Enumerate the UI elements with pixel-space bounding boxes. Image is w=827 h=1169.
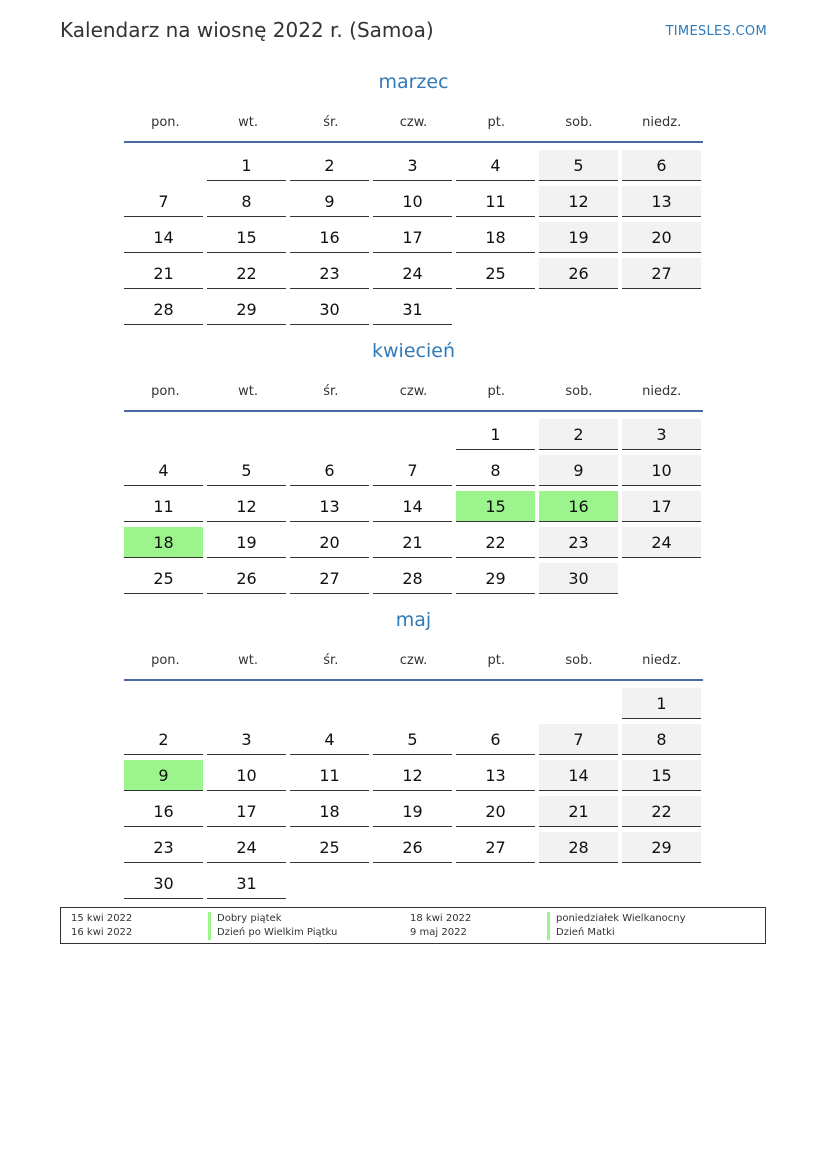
week-row (124, 524, 703, 560)
weekday-label: śr. (323, 383, 339, 399)
legend-name: Dzień Matki (547, 926, 615, 940)
day-cell[interactable]: 25 (290, 832, 369, 863)
empty-day-cell (207, 688, 286, 719)
weekday-label: niedz. (642, 652, 682, 668)
day-cell[interactable]: 23 (290, 258, 369, 289)
day-cell[interactable]: 16 (124, 796, 203, 827)
empty-day-cell (124, 688, 203, 719)
day-cell[interactable]: 24 (622, 527, 701, 558)
day-cell[interactable]: 18 (290, 796, 369, 827)
weekday-label: sob. (565, 114, 593, 130)
weekday-label: sob. (565, 652, 593, 668)
weekday-header (124, 103, 703, 143)
day-cell[interactable]: 14 (124, 222, 203, 253)
day-cell[interactable]: 28 (373, 563, 452, 594)
day-cell[interactable]: 17 (207, 796, 286, 827)
week-row (124, 829, 703, 865)
week-row (124, 452, 703, 488)
legend-name: Dzień po Wielkim Piątku (208, 926, 337, 940)
month-march (124, 67, 703, 327)
day-cell[interactable]: 11 (124, 491, 203, 522)
day-cell[interactable]: 10 (622, 455, 701, 486)
weekday-label: czw. (399, 652, 428, 668)
month-grid (124, 143, 703, 327)
day-cell[interactable]: 17 (373, 222, 452, 253)
day-cell[interactable]: 5 (207, 455, 286, 486)
legend-date: 18 kwi 2022 (410, 913, 472, 924)
weekday-label: wt. (238, 114, 259, 130)
empty-day-cell (290, 688, 369, 719)
day-cell[interactable]: 24 (373, 258, 452, 289)
day-cell[interactable]: 6 (622, 150, 701, 181)
day-cell[interactable]: 14 (373, 491, 452, 522)
week-row (124, 291, 703, 327)
day-cell[interactable]: 10 (207, 760, 286, 791)
day-cell[interactable]: 22 (622, 796, 701, 827)
day-cell[interactable]: 16 (290, 222, 369, 253)
day-cell[interactable]: 30 (124, 868, 203, 899)
weekday-label: pt. (487, 383, 505, 399)
month-april (124, 336, 703, 596)
day-cell[interactable]: 25 (124, 563, 203, 594)
weekday-label: czw. (399, 114, 428, 130)
day-cell[interactable]: 12 (207, 491, 286, 522)
empty-day-cell (539, 688, 618, 719)
day-cell[interactable]: 26 (207, 563, 286, 594)
month-may (124, 605, 703, 901)
day-cell[interactable]: 27 (290, 563, 369, 594)
day-cell[interactable]: 20 (622, 222, 701, 253)
weekday-header (124, 641, 703, 681)
day-cell[interactable]: 25 (456, 258, 535, 289)
day-cell[interactable]: 26 (539, 258, 618, 289)
day-cell[interactable]: 23 (539, 527, 618, 558)
week-row (124, 757, 703, 793)
day-cell[interactable]: 28 (539, 832, 618, 863)
empty-day-cell (373, 688, 452, 719)
day-cell[interactable]: 15 (622, 760, 701, 791)
day-cell[interactable]: 14 (539, 760, 618, 791)
day-cell[interactable]: 12 (373, 760, 452, 791)
legend-item (71, 912, 401, 926)
week-row (124, 147, 703, 183)
day-cell[interactable]: 12 (539, 186, 618, 217)
day-cell[interactable]: 19 (539, 222, 618, 253)
day-cell[interactable]: 8 (622, 724, 701, 755)
day-cell[interactable]: 29 (207, 294, 286, 325)
week-row (124, 183, 703, 219)
month-title: kwiecień (372, 340, 455, 362)
day-cell[interactable]: 30 (290, 294, 369, 325)
empty-day-cell (456, 868, 535, 899)
day-cell[interactable]: 17 (622, 491, 701, 522)
day-cell[interactable]: 9 (124, 760, 203, 791)
empty-day-cell (622, 563, 701, 594)
day-cell[interactable]: 8 (456, 455, 535, 486)
empty-day-cell (373, 419, 452, 450)
day-cell[interactable]: 30 (539, 563, 618, 594)
week-row (124, 488, 703, 524)
day-cell[interactable]: 3 (373, 150, 452, 181)
empty-day-cell (622, 868, 701, 899)
empty-day-cell (539, 868, 618, 899)
weekday-label: pt. (487, 114, 505, 130)
weekday-label: wt. (238, 383, 259, 399)
legend-name: Dobry piątek (208, 912, 282, 926)
legend-date: 15 kwi 2022 (71, 913, 133, 924)
holiday-legend (60, 907, 766, 944)
empty-day-cell (456, 688, 535, 719)
day-cell[interactable]: 2 (124, 724, 203, 755)
day-cell[interactable]: 29 (456, 563, 535, 594)
week-row (124, 865, 703, 901)
weekday-header (124, 372, 703, 412)
legend-item (71, 926, 401, 940)
day-cell[interactable]: 9 (290, 186, 369, 217)
week-row (124, 793, 703, 829)
day-cell[interactable]: 20 (456, 796, 535, 827)
empty-day-cell (290, 419, 369, 450)
week-row (124, 255, 703, 291)
weekday-label: niedz. (642, 114, 682, 130)
legend-date: 9 maj 2022 (410, 927, 467, 938)
legend-item (410, 912, 750, 926)
weekday-label: pon. (151, 114, 180, 130)
day-cell[interactable]: 15 (456, 491, 535, 522)
empty-day-cell (207, 419, 286, 450)
day-cell[interactable]: 23 (124, 832, 203, 863)
day-cell[interactable]: 5 (539, 150, 618, 181)
day-cell[interactable]: 13 (622, 186, 701, 217)
week-row (124, 416, 703, 452)
day-cell[interactable]: 1 (456, 419, 535, 450)
day-cell[interactable]: 15 (207, 222, 286, 253)
day-cell[interactable]: 19 (207, 527, 286, 558)
empty-day-cell (539, 294, 618, 325)
week-row (124, 560, 703, 596)
day-cell[interactable]: 27 (622, 258, 701, 289)
day-cell[interactable]: 1 (622, 688, 701, 719)
empty-day-cell (456, 294, 535, 325)
day-cell[interactable]: 13 (290, 491, 369, 522)
day-cell[interactable]: 19 (373, 796, 452, 827)
day-cell[interactable]: 2 (290, 150, 369, 181)
day-cell[interactable]: 8 (207, 186, 286, 217)
weekday-label: wt. (238, 652, 259, 668)
day-cell[interactable]: 2 (539, 419, 618, 450)
empty-day-cell (373, 868, 452, 899)
day-cell[interactable]: 7 (124, 186, 203, 217)
day-cell[interactable]: 18 (124, 527, 203, 558)
day-cell[interactable]: 9 (539, 455, 618, 486)
day-cell[interactable]: 5 (373, 724, 452, 755)
empty-day-cell (290, 868, 369, 899)
month-title: maj (395, 609, 432, 631)
weekday-label: czw. (399, 383, 428, 399)
weekday-label: śr. (323, 652, 339, 668)
day-cell[interactable]: 21 (373, 527, 452, 558)
day-cell[interactable]: 13 (456, 760, 535, 791)
weekday-label: sob. (565, 383, 593, 399)
week-row (124, 219, 703, 255)
day-cell[interactable]: 11 (456, 186, 535, 217)
day-cell[interactable]: 18 (456, 222, 535, 253)
day-cell[interactable]: 3 (207, 724, 286, 755)
legend-name: poniedziałek Wielkanocny (547, 912, 686, 926)
day-cell[interactable]: 16 (539, 491, 618, 522)
empty-day-cell (124, 150, 203, 181)
day-cell[interactable]: 1 (207, 150, 286, 181)
week-row (124, 685, 703, 721)
day-cell[interactable]: 21 (124, 258, 203, 289)
day-cell[interactable]: 26 (373, 832, 452, 863)
day-cell[interactable]: 21 (539, 796, 618, 827)
day-cell[interactable]: 4 (290, 724, 369, 755)
empty-day-cell (124, 419, 203, 450)
site-link[interactable]: TIMESLES.COM (665, 24, 767, 39)
empty-day-cell (622, 294, 701, 325)
legend-item (410, 926, 750, 940)
day-cell[interactable]: 27 (456, 832, 535, 863)
weekday-label: śr. (323, 114, 339, 130)
day-cell[interactable]: 7 (539, 724, 618, 755)
day-cell[interactable]: 20 (290, 527, 369, 558)
day-cell[interactable]: 29 (622, 832, 701, 863)
day-cell[interactable]: 22 (207, 258, 286, 289)
day-cell[interactable]: 11 (290, 760, 369, 791)
page-title: Kalendarz na wiosnę 2022 r. (Samoa) (60, 18, 434, 42)
day-cell[interactable]: 4 (124, 455, 203, 486)
legend-date: 16 kwi 2022 (71, 927, 133, 938)
day-cell[interactable]: 10 (373, 186, 452, 217)
weekday-label: pt. (487, 652, 505, 668)
month-grid (124, 681, 703, 901)
day-cell[interactable]: 31 (373, 294, 452, 325)
day-cell[interactable]: 3 (622, 419, 701, 450)
day-cell[interactable]: 7 (373, 455, 452, 486)
day-cell[interactable]: 6 (290, 455, 369, 486)
weekday-label: pon. (151, 652, 180, 668)
month-title: marzec (378, 71, 449, 93)
day-cell[interactable]: 6 (456, 724, 535, 755)
week-row (124, 721, 703, 757)
day-cell[interactable]: 28 (124, 294, 203, 325)
day-cell[interactable]: 24 (207, 832, 286, 863)
day-cell[interactable]: 31 (207, 868, 286, 899)
weekday-label: niedz. (642, 383, 682, 399)
day-cell[interactable]: 22 (456, 527, 535, 558)
weekday-label: pon. (151, 383, 180, 399)
day-cell[interactable]: 4 (456, 150, 535, 181)
month-grid (124, 412, 703, 596)
